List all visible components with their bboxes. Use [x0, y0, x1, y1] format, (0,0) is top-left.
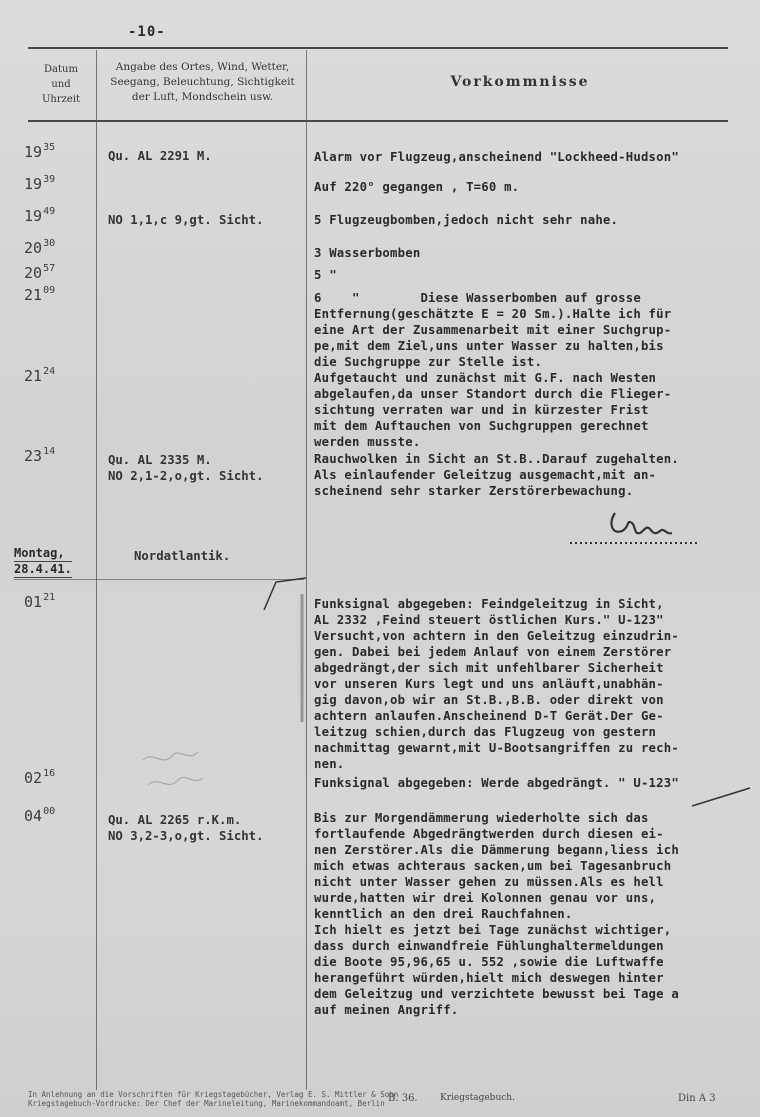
event-line: 5 " [314, 268, 337, 282]
time-minute: 14 [43, 446, 56, 457]
event-line: nen Zerstörer.Als die Dämmerung begann,liess ich [314, 843, 679, 857]
time-hour: 21 [24, 286, 43, 304]
event-line: sichtung verraten war und in kürzester Frist [314, 403, 649, 417]
event-line: Rauchwolken in Sicht an St.B..Darauf zugehalten. [314, 452, 679, 466]
place-line: Qu. AL 2335 M. [108, 453, 212, 467]
time-minute: 49 [43, 206, 56, 217]
event-line: fortlaufende Abgedrängtwerden durch diesen ei- [314, 827, 664, 841]
print-note-line: In Anlehnung an die Vorschriften für Kriegstagebücher, Verlag E. S. Mittler & Sohn [28, 1090, 399, 1099]
place-line: NO 3,2-3,o,gt. Sicht. [108, 829, 264, 843]
time-minute: 09 [43, 285, 56, 296]
event-line: Versucht,von achtern in den Geleitzug einzudrin- [314, 629, 679, 643]
event-line: gen. Dabei bei jedem Anlauf von einem Zerstörer [314, 645, 672, 659]
event-line: scheinend sehr starker Zerstörerbewachung. [314, 484, 634, 498]
paper-format: Din A 3 [678, 1093, 716, 1104]
event-line: Als einlaufender Geleitzug ausgemacht,mit an- [314, 468, 657, 482]
event-line: AL 2332 ,Feind steuert östlichen Kurs." U-123" [314, 613, 664, 627]
event-line: die Suchgruppe zur Stelle ist. [314, 355, 543, 369]
event-line: Funksignal abgegeben: Werde abgedrängt. " U-123" [314, 776, 679, 790]
event-line: nachmittag gewarnt,mit U-Bootsangriffen zu rech- [314, 741, 679, 755]
event-line: eine Art der Zusammenarbeit mit einer Suchgrup- [314, 323, 672, 337]
event-line: Alarm vor Flugzeug,anscheinend "Lockheed-Hudson" [314, 150, 679, 164]
time-entry [24, 806, 55, 825]
header-place-line: der Luft, Mondschein usw. [131, 91, 274, 103]
header-date-column [30, 62, 92, 107]
event-line: Aufgetaucht und zunächst mit G.F. nach Westen [314, 371, 657, 385]
event-line: werden musste. [314, 435, 421, 449]
event-line: 6 " Diese Wasserbomben auf grosse [314, 291, 641, 305]
time-entry [24, 366, 55, 385]
day-header-date: 28.4.41. [14, 562, 72, 576]
commander-signature [560, 505, 710, 550]
time-entry [24, 206, 55, 225]
time-hour: 19 [24, 143, 43, 161]
time-entry [24, 285, 55, 304]
event-line: dem Geleitzug und verzichtete bewusst bei Tage a [314, 987, 679, 1001]
event-line: die Boote 95,96,65 u. 552 ,sowie die Luftwaffe [314, 955, 664, 969]
form-number: B. 36. [388, 1093, 418, 1104]
time-entry [24, 263, 55, 282]
print-note [28, 1090, 398, 1108]
header-date-line: und [51, 79, 71, 90]
event-line: achtern anlaufen.Anscheinend D-T Gerät.Der Ge- [314, 709, 664, 723]
event-line: herangeführt würden,hielt mich deswegen hinter [314, 971, 664, 985]
time-minute: 30 [43, 238, 56, 249]
page-number: -10- [128, 24, 166, 40]
header-date-line: Datum [44, 64, 78, 75]
place-entry [108, 812, 263, 844]
time-minute: 24 [43, 366, 56, 377]
time-minute: 00 [43, 806, 56, 817]
header-date-line: Uhrzeit [41, 94, 81, 105]
time-hour: 20 [24, 239, 43, 257]
day-header [14, 546, 72, 578]
time-minute: 39 [43, 174, 56, 185]
event-line: nicht unter Wasser gehen zu müssen.Als es hell [314, 875, 664, 889]
time-entry [24, 238, 55, 257]
place-entry [108, 212, 263, 228]
event-line: Entfernung(geschätzte E = 20 Sm.).Halte ich für [314, 307, 672, 321]
place-line: NO 2,1-2,o,gt. Sicht. [108, 469, 264, 483]
time-entry [24, 174, 55, 193]
event-line: vor unseren Kurs legt und uns anläuft,unabhän- [314, 677, 664, 691]
event-line: Funksignal abgegeben: Feindgeleitzug in Sicht, [314, 597, 664, 611]
time-hour: 19 [24, 175, 43, 193]
header-place-line: Angabe des Ortes, Wind, Wetter, [115, 61, 290, 73]
event-line: mit dem Auftauchen von Suchgruppen gerechnet [314, 419, 649, 433]
event-line: nen. [314, 757, 345, 771]
day-header-rule [14, 579, 304, 580]
sea-area: Nordatlantik. [134, 549, 231, 563]
event-line: Bis zur Morgendämmerung wiederholte sich das [314, 811, 649, 825]
event-line: pe,mit dem Ziel,uns unter Wasser zu halten,bis [314, 339, 664, 353]
place-line: Qu. AL 2265 r.K.m. [108, 813, 242, 827]
header-bottom-rule [28, 120, 728, 122]
margin-bracket-mark [262, 574, 312, 724]
event-line: Ich hielt es jetzt bei Tage zunächst wichtiger, [314, 923, 672, 937]
place-entry [108, 148, 212, 164]
event-line: abgelaufen,da unser Standort durch die Flieger- [314, 387, 672, 401]
event-line: auf meinen Angriff. [314, 1003, 459, 1017]
time-hour: 19 [24, 207, 43, 225]
date-column-divider [96, 50, 97, 1090]
time-entry [24, 768, 55, 787]
header-events-column: Vorkommnisse [450, 74, 590, 90]
time-hour: 21 [24, 367, 43, 385]
time-minute: 16 [43, 768, 56, 779]
event-line: abgedrängt,der sich mit unfehlbarer Sicherheit [314, 661, 664, 675]
event-line: 3 Wasserbomben [314, 246, 421, 260]
time-minute: 21 [43, 592, 56, 603]
header-place-line: Seegang, Beleuchtung, Sichtigkeit [110, 76, 295, 88]
event-line: Auf 220° gegangen , T=60 m. [314, 180, 520, 194]
time-hour: 02 [24, 769, 43, 787]
events-column-divider [306, 50, 307, 1090]
event-line: 5 Flugzeugbomben,jedoch nicht sehr nahe. [314, 213, 619, 227]
place-line: NO 1,1,c 9,gt. Sicht. [108, 213, 264, 227]
time-entry [24, 446, 55, 465]
form-title: Kriegstagebuch. [440, 1093, 515, 1103]
event-line: leitzug schien,durch das Flugzeug von gestern [314, 725, 657, 739]
event-line: mich etwas achteraus sacken,um bei Tagesanbruch [314, 859, 672, 873]
day-header-weekday: Montag, [14, 546, 72, 562]
time-hour: 04 [24, 807, 43, 825]
header-place-column [100, 60, 305, 105]
time-entry [24, 592, 55, 611]
time-hour: 01 [24, 593, 43, 611]
pencil-annotation [138, 740, 208, 800]
time-minute: 57 [43, 263, 56, 274]
place-line: Qu. AL 2291 M. [108, 149, 212, 163]
margin-stroke-mark [690, 784, 755, 809]
print-note-line: Kriegstagebuch-Vordrucke: Der Chef der Marineleitung, Marinekommandoamt, Berlin [28, 1099, 385, 1108]
event-line: wurde,hatten wir drei Kolonnen genau vor uns, [314, 891, 657, 905]
top-rule [28, 47, 728, 49]
time-minute: 35 [43, 142, 56, 153]
time-hour: 20 [24, 264, 43, 282]
event-line: kenntlich an den drei Rauchfahnen. [314, 907, 573, 921]
place-entry [108, 452, 263, 484]
time-entry [24, 142, 55, 161]
time-hour: 23 [24, 447, 43, 465]
event-line: gig davon,ob wir an St.B.,B.B. oder direkt von [314, 693, 664, 707]
event-line: dass durch einwandfreie Fühlunghaltermeldungen [314, 939, 664, 953]
